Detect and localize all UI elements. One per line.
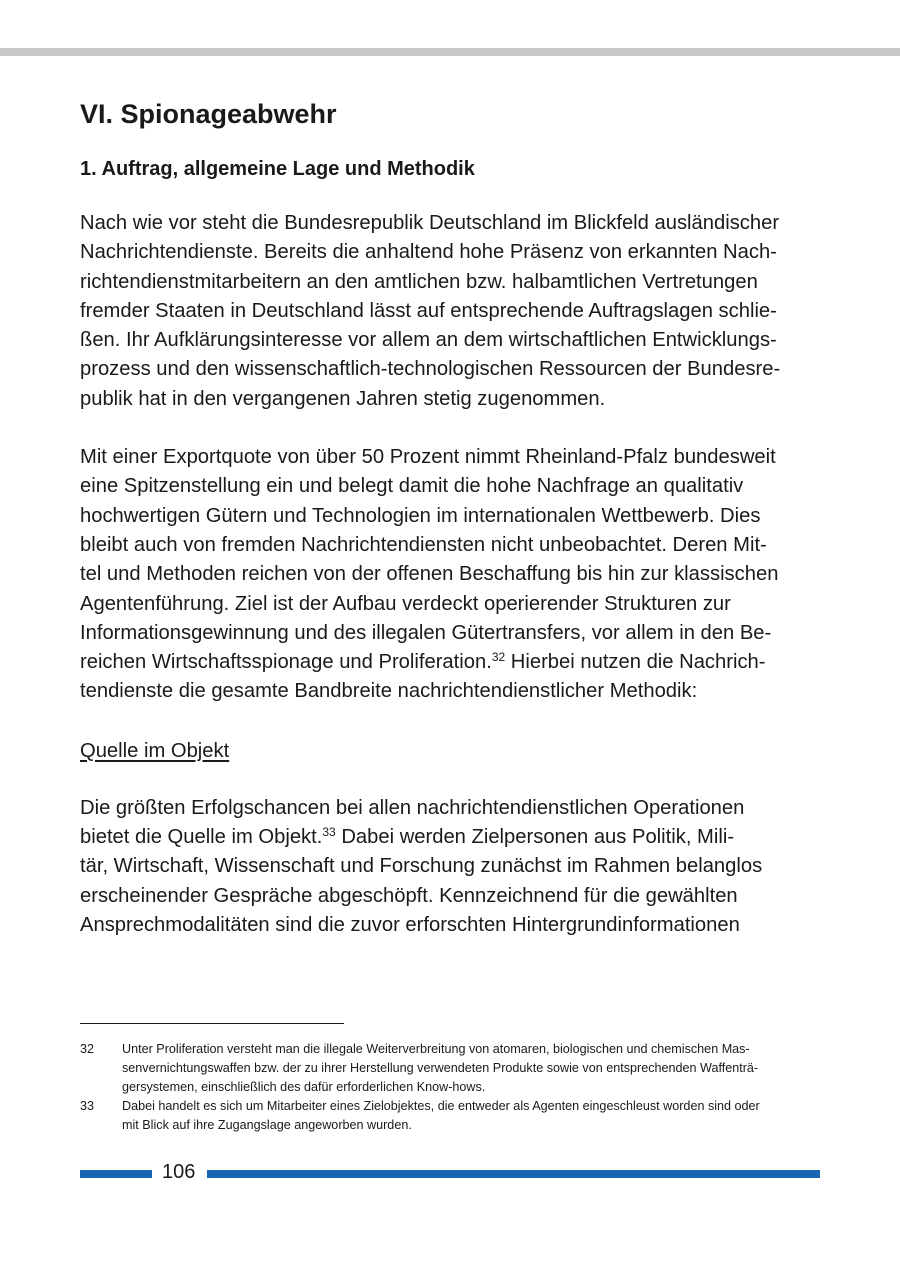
footnote-32	[80, 1040, 820, 1097]
text-line: richtendienstmitarbeitern an den amtlichen bzw. halbamtlichen Vertretungen	[80, 270, 758, 293]
text-line: eine Spitzenstellung ein und belegt damit die hohe Nachfrage an qualitativ	[80, 475, 744, 498]
text-line: ßen. Ihr Aufklärungsinteresse vor allem an dem wirtschaftlichen Entwicklungs-	[80, 329, 777, 352]
text-line	[80, 823, 825, 852]
text-line: erscheinender Gespräche abgeschöpft. Kennzeichnend für die gewählten	[80, 884, 738, 907]
text-line	[80, 648, 825, 677]
text-line: prozess und den wissenschaftlich-technologischen Ressourcen der Bundesre-	[80, 358, 781, 381]
top-divider-bar	[0, 48, 900, 56]
main-content	[80, 92, 825, 940]
text-segment: bietet die Quelle im Objekt.	[80, 826, 323, 849]
text-line: Ansprechmodalitäten sind die zuvor erforschten Hintergrundinformationen	[80, 913, 740, 936]
text-line: Mit einer Exportquote von über 50 Prozent nimmt Rheinland-Pfalz bundesweit	[80, 446, 776, 469]
footnote-line: Dabei handelt es sich um Mitarbeiter eines Zielobjektes, die entweder als Agenten eingeschleust worden sind oder	[122, 1099, 760, 1113]
paragraph-intro	[80, 209, 825, 414]
text-segment: Dabei werden Zielpersonen aus Politik, Mili-	[335, 826, 735, 849]
text-line: tel und Methoden reichen von der offenen Beschaffung bis hin zur klassischen	[80, 563, 779, 586]
section-title: 1. Auftrag, allgemeine Lage und Methodik	[80, 158, 475, 180]
chapter-title: VI. Spionageabwehr	[80, 99, 337, 129]
footnotes	[80, 1040, 820, 1135]
text-segment: Hierbei nutzen die Nachrich-	[505, 651, 766, 674]
footnote-line: gersystemen, einschließlich des dafür erforderlichen Know-hows.	[122, 1080, 486, 1094]
text-line: Nach wie vor steht die Bundesrepublik Deutschland im Blickfeld ausländischer	[80, 212, 780, 234]
paragraph-quelle	[80, 794, 825, 940]
text-line: Nachrichtendienste. Bereits die anhaltend hohe Präsenz von erkannten Nach-	[80, 241, 777, 264]
footnote-ref-32[interactable]: 32	[491, 650, 506, 665]
text-line: publik hat in den vergangenen Jahren stetig zugenommen.	[80, 387, 606, 410]
text-line: Die größten Erfolgschancen bei allen nachrichtendienstlichen Operationen	[80, 796, 745, 819]
footer-bar-left	[80, 1170, 152, 1178]
text-segment: reichen Wirtschaftsspionage und Proliferation.	[80, 651, 492, 674]
paragraph-export	[80, 443, 825, 707]
footnote-ref-33[interactable]: 33	[322, 825, 336, 840]
text-line: Informationsgewinnung und des illegalen Gütertransfers, vor allem in den Be-	[80, 621, 772, 644]
footnote-text	[122, 1040, 758, 1097]
footnote-text	[122, 1097, 760, 1135]
footnote-line: Unter Proliferation versteht man die illegale Weiterverbreitung von atomaren, biologischen und chemischen Mas-	[122, 1042, 750, 1056]
footnote-number: 33	[80, 1099, 95, 1113]
footer-bar-right	[207, 1170, 820, 1178]
footnote-number: 32	[80, 1042, 95, 1056]
footnote-line: mit Blick auf ihre Zugangslage angeworben wurden.	[122, 1118, 412, 1132]
subheading-quelle: Quelle im Objekt	[80, 739, 230, 762]
footnote-33	[80, 1097, 820, 1135]
text-line: tär, Wirtschaft, Wissenschaft und Forschung zunächst im Rahmen belanglos	[80, 855, 763, 878]
text-line: tendienste die gesamte Bandbreite nachrichtendienstlicher Methodik:	[80, 680, 698, 703]
text-line: Agentenführung. Ziel ist der Aufbau verdeckt operierender Strukturen zur	[80, 592, 731, 615]
text-line: bleibt auch von fremden Nachrichtendiensten nicht unbeobachtet. Deren Mit-	[80, 533, 767, 556]
text-line: hochwertigen Gütern und Technologien im internationalen Wettbewerb. Dies	[80, 504, 761, 527]
text-line: fremder Staaten in Deutschland lässt auf entsprechende Auftragslagen schlie-	[80, 299, 777, 322]
footnote-line: senvernichtungswaffen bzw. der zu ihrer Herstellung verwendeten Produkte sowie von entsprechenden Waffenträ-	[122, 1061, 759, 1075]
page-number: 106	[162, 1161, 196, 1183]
footnote-separator	[80, 1023, 344, 1024]
